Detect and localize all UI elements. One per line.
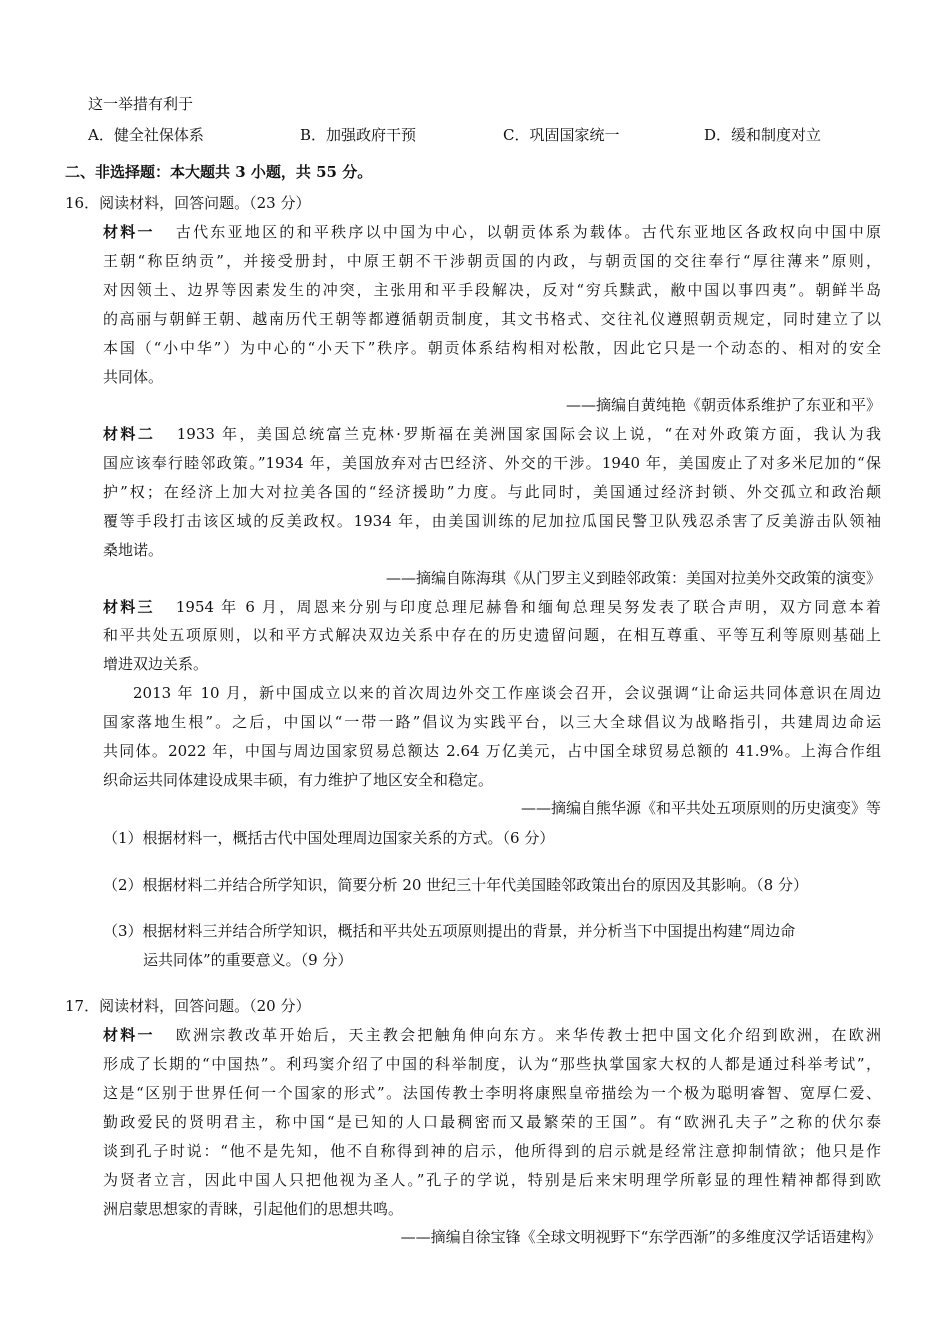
option-c: C．巩固国家统一 xyxy=(503,126,620,144)
q16-material2-line: 护”权；在经济上加大对拉美各国的“经济援助”力度。与此同时，美国通过经济封锁、外交孤立和政治颠 xyxy=(103,483,881,501)
q16-material1-source: ——摘编自黄纯艳《朝贡体系维护了东亚和平》 xyxy=(565,396,881,414)
q17-material1-line: 形成了长期的“中国热”。利玛窦介绍了中国的科举制度，认为“那些执掌国家大权的人都是通过科举考试”， xyxy=(103,1055,881,1073)
q17-material1-line xyxy=(103,1024,881,1046)
q16-subquestion-3: （3）根据材料三并结合所学知识，概括和平共处五项原则提出的背景，并分析当下中国提出构建“周边命 xyxy=(103,922,796,940)
q16-material1-line: 共同体。 xyxy=(103,368,164,386)
q17-material1-text: 欧洲宗教改革开始后，天主教会把触角伸向东方。来华传教士把中国文化介绍到欧洲，在欧洲 xyxy=(175,1026,881,1044)
question-continuation: 这一举措有利于 xyxy=(88,95,194,113)
q16-material3-label: 材料三 xyxy=(103,598,155,616)
q16-material2-line: 国应该奉行睦邻政策。”1934 年，美国放弃对古巴经济、外交的干涉。1940 年，美国废止了对多米尼加的“保 xyxy=(103,454,881,472)
option-d: D．缓和制度对立 xyxy=(704,126,822,144)
q16-material2-source: ——摘编自陈海琪《从门罗主义到睦邻政策：美国对拉美外交政策的演变》 xyxy=(385,569,881,587)
q17-material1-line: 勤政爱民的贤明君主，称中国“是已知的人口最稠密而又最繁荣的王国”。有“欧洲孔夫子”之称的伏尔泰 xyxy=(103,1113,881,1131)
q16-material3-line: 和平共处五项原则，以和平方式解决双边关系中存在的历史遗留问题，在相互尊重、平等互利等原则基础上 xyxy=(103,626,881,644)
q16-material3-para2-line: 国家落地生根”。之后，中国以“一带一路”倡议为实践平台，以三大全球倡议为战略指引，共建周边命运 xyxy=(103,713,881,731)
q17-material1-line: 这是“区别于世界任何一个国家的形式”。法国传教士李明将康熙皇帝描绘为一个极为聪明睿智、宽厚仁爱、 xyxy=(103,1084,881,1102)
q17-material1-line: 谈到孔子时说：“他不是先知，他不自称得到神的启示，他所得到的启示就是经常注意抑制情欲；他只是作 xyxy=(103,1142,881,1160)
q16-material3-para2-line: 共同体。2022 年，中国与周边国家贸易总额达 2.64 万亿美元，占中国全球贸易总额的 41.9%。上海合作组 xyxy=(103,742,881,760)
q16-subquestion-1: （1）根据材料一，概括古代中国处理周边国家关系的方式。（6 分） xyxy=(103,829,555,847)
section-heading: 二、非选择题：本大题共 3 小题，共 55 分。 xyxy=(65,163,373,181)
option-a: A．健全社保体系 xyxy=(88,126,204,144)
q17-material1-label: 材料一 xyxy=(103,1026,155,1044)
q17-material1-line: 为贤者立言，因此中国人只把他视为圣人。”孔子的学说，特别是后来宋明理学所彰显的理性精神都得到欧 xyxy=(103,1171,881,1189)
q16-material1-line: 的高丽与朝鲜王朝、越南历代王朝等都遵循朝贡制度，其文书格式、交往礼仪遵照朝贡规定，同时建立了以 xyxy=(103,310,881,328)
option-b: B．加强政府干预 xyxy=(300,126,417,144)
q16-material3-line: 增进双边关系。 xyxy=(103,655,209,673)
q16-material1-text: 古代东亚地区的和平秩序以中国为中心，以朝贡体系为载体。古代东亚地区各政权向中国中原 xyxy=(175,223,881,241)
q16-material1-label: 材料一 xyxy=(103,223,155,241)
q16-stem: 16．阅读材料，回答问题。（23 分） xyxy=(65,194,311,212)
q16-material2-line xyxy=(103,423,881,445)
q16-material2-line: 覆等手段打击该区域的反美政权。1934 年，由美国训练的尼加拉瓜国民警卫队残忍杀害了反美游击队领袖 xyxy=(103,512,881,530)
q16-subquestion-2: （2）根据材料二并结合所学知识，简要分析 20 世纪三十年代美国睦邻政策出台的原因及其影响。（8 分） xyxy=(103,876,808,894)
q16-material3-text: 1954 年 6 月，周恩来分别与印度总理尼赫鲁和缅甸总理吴努发表了联合声明，双方同意本着 xyxy=(175,598,881,616)
q17-material1-source: ——摘编自徐宝锋《全球文明视野下“东学西渐”的多维度汉学话语建构》 xyxy=(400,1228,881,1246)
q16-material3-line xyxy=(103,596,881,618)
q16-material3-para2-line: 织命运共同体建设成果丰硕，有力维护了地区安全和稳定。 xyxy=(103,771,494,789)
q16-material1-line: 本国（“小中华”）为中心的“小天下”秩序。朝贡体系结构相对松散，因此它只是一个动态的、相对的安全 xyxy=(103,339,881,357)
q16-material2-label: 材料二 xyxy=(103,425,156,443)
q16-material1-line: 王朝“称臣纳贡”，并接受册封，中原王朝不干涉朝贡国的内政，与朝贡国的交往奉行“厚往薄来”原则， xyxy=(103,252,881,270)
q17-stem: 17．阅读材料，回答问题。（20 分） xyxy=(65,997,311,1015)
q16-material1-line xyxy=(103,221,881,243)
q16-material3-para2-line: 2013 年 10 月，新中国成立以来的首次周边外交工作座谈会召开，会议强调“让命运共同体意识在周边 xyxy=(133,684,881,702)
q17-material1-line: 洲启蒙思想家的青睐，引起他们的思想共鸣。 xyxy=(103,1200,404,1218)
q16-material3-source: ——摘编自熊华源《和平共处五项原则的历史演变》等 xyxy=(520,799,881,817)
q16-material1-line: 对因领土、边界等因素发生的冲突，主张用和平手段解决，反对“穷兵黩武，敝中国以事四夷”。朝鲜半岛 xyxy=(103,281,881,299)
q16-material2-line: 桑地诺。 xyxy=(103,541,164,559)
q16-subquestion-3-cont: 运共同体”的重要意义。（9 分） xyxy=(143,951,353,969)
q16-material2-text: 1933 年，美国总统富兰克林·罗斯福在美洲国家国际会议上说，“在对外政策方面，我认为我 xyxy=(176,425,881,443)
